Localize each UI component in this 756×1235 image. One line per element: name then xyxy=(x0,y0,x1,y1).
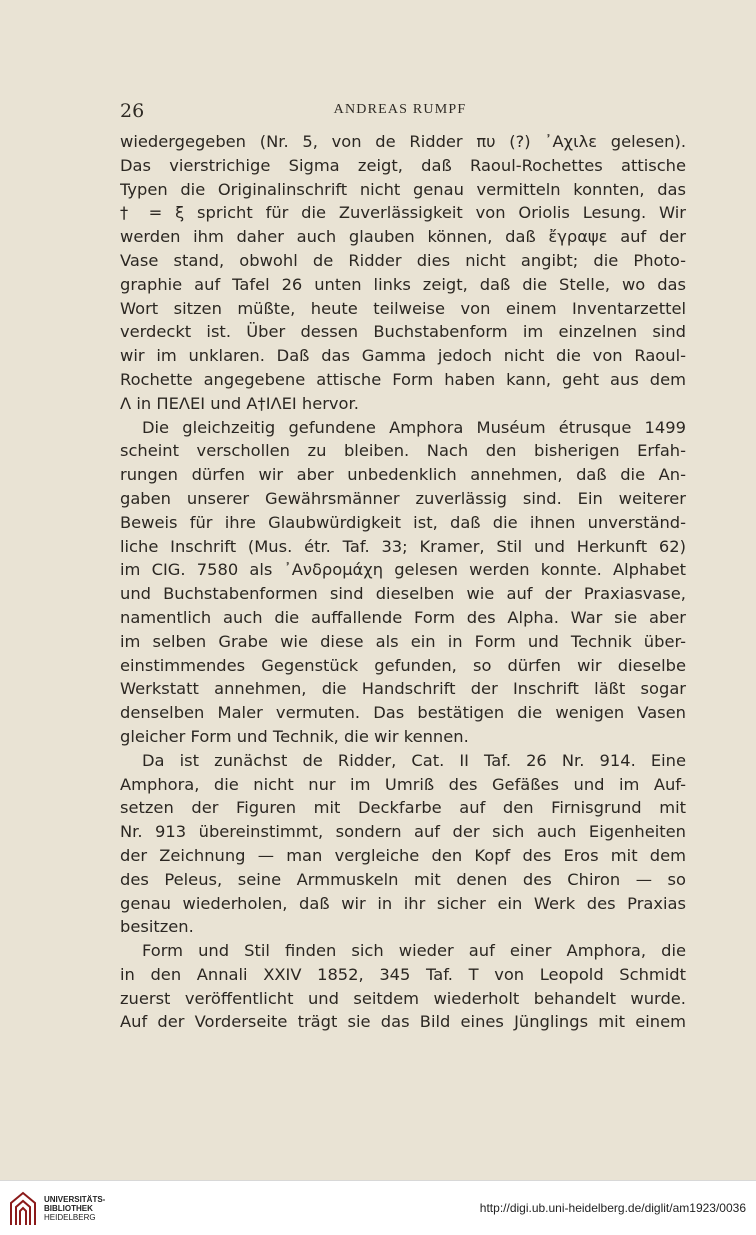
text-line: scheint verschollen zu bleiben. Nach den bisherigen Erfah- xyxy=(120,441,686,461)
text-line: besitzen. xyxy=(120,917,194,937)
text-line: in den Annali XXIV 1852, 345 Taf. T von Leopold Schmidt xyxy=(120,964,686,984)
text-line: verdeckt ist. Über dessen Buchstabenform im einzelnen sind xyxy=(120,322,686,342)
text-line: Da ist zunächst de Ridder, Cat. II Taf. 26 Nr. 914. Eine xyxy=(142,750,686,770)
text-line: einstimmendes Gegenstück gefunden, so dürfen wir dieselbe xyxy=(120,655,686,675)
text-line: rungen dürfen wir aber unbedenklich annehmen, daß die An- xyxy=(120,465,686,485)
text-line: im selben Grabe wie diese als ein in Form und Technik über- xyxy=(120,631,686,651)
text-line: Auf der Vorderseite trägt sie das Bild eines Jünglings mit einem xyxy=(120,1012,686,1032)
text-line: Werkstatt annehmen, die Handschrift der Inschrift läßt sogar xyxy=(120,679,686,699)
text-line: des Peleus, seine Armmuskeln mit denen des Chiron — so xyxy=(120,869,686,889)
text-line: Das vierstrichige Sigma zeigt, daß Raoul-Rochettes attische xyxy=(120,155,686,175)
text-line: liche Inschrift (Mus. étr. Taf. 33; Kramer, Stil und Herkunft 62) xyxy=(120,536,686,556)
text-line: Vase stand, obwohl de Ridder dies nicht angibt; die Photo- xyxy=(120,250,686,270)
text-line: und Buchstabenformen sind dieselben wie auf der Praxiasvase, xyxy=(120,584,686,604)
text-line: Wort sitzen müßte, heute teilweise von einem Inventarzettel xyxy=(120,298,686,318)
text-line: setzen der Figuren mit Deckfarbe auf den Firnisgrund mit xyxy=(120,798,686,818)
library-name-line: HEIDELBERG xyxy=(44,1213,96,1222)
text-line: im CIG. 7580 als ᾿Ανδρομάχη gelesen werden konnte. Alphabet xyxy=(120,560,686,580)
text-line: namentlich auch die auffallende Form des Alpha. War sie aber xyxy=(120,607,686,627)
footer-bar xyxy=(0,1180,756,1235)
running-head: ANDREAS RUMPF xyxy=(333,102,467,117)
text-line: werden ihm daher auch glauben können, daß ἔγραψε auf der xyxy=(120,227,686,247)
text-line: denselben Maler vermuten. Das bestätigen die wenigen Vasen xyxy=(120,703,686,723)
text-line: gaben unserer Gewährsmänner zuverlässig sind. Ein weiterer xyxy=(120,488,686,508)
library-name-line: UNIVERSITÄTS- xyxy=(44,1195,106,1204)
body-text xyxy=(120,130,686,1034)
text-line: Form und Stil finden sich wieder auf einer Amphora, die xyxy=(142,941,686,961)
page-number: 26 xyxy=(120,100,145,122)
text-line: Amphora, die nicht nur im Umriß des Gefäßes und im Auf- xyxy=(120,774,686,794)
text-line: Die gleichzeitig gefundene Amphora Muséum étrusque 1499 xyxy=(142,417,686,437)
university-library-logo-icon xyxy=(8,1189,38,1227)
text-line: genau wiederholen, daß wir in ihr sicher ein Werk des Praxias xyxy=(120,893,686,913)
text-line: † = ξ spricht für die Zuverlässigkeit von Oriolis Lesung. Wir xyxy=(120,203,686,223)
text-line: wiedergegeben (Nr. 5, von de Ridder πυ (?) ᾿Αχιλε gelesen). xyxy=(120,132,686,151)
text-line: gleicher Form und Technik, die wir kennen. xyxy=(120,726,469,746)
text-line: der Zeichnung — man vergleiche den Kopf des Eros mit dem xyxy=(120,845,686,865)
library-name xyxy=(44,1195,105,1222)
page-header xyxy=(120,100,680,124)
source-url-link[interactable]: http://digi.ub.uni-heidelberg.de/diglit/am1923/0036 xyxy=(479,1201,746,1215)
library-name-line: BIBLIOTHEK xyxy=(44,1204,93,1213)
text-line: Typen die Originalinschrift nicht genau vermitteln konnten, das xyxy=(120,179,686,199)
text-line: Beweis für ihre Glaubwürdigkeit ist, daß die ihnen unverständ- xyxy=(120,512,686,532)
text-line: Rochette angegebene attische Form haben kann, geht aus dem xyxy=(120,369,686,389)
text-line: graphie auf Tafel 26 unten links zeigt, daß die Stelle, wo das xyxy=(120,274,686,294)
text-line: zuerst veröffentlicht und seitdem wiederholt behandelt wurde. xyxy=(120,988,686,1008)
text-line: Nr. 913 übereinstimmt, sondern auf der sich auch Eigenheiten xyxy=(120,822,686,842)
text-line: Λ in ΠΕΛΕΙ und Α†ΙΛΕΙ hervor. xyxy=(120,393,359,413)
text-line: wir im unklaren. Daß das Gamma jedoch nicht die von Raoul- xyxy=(120,346,686,366)
